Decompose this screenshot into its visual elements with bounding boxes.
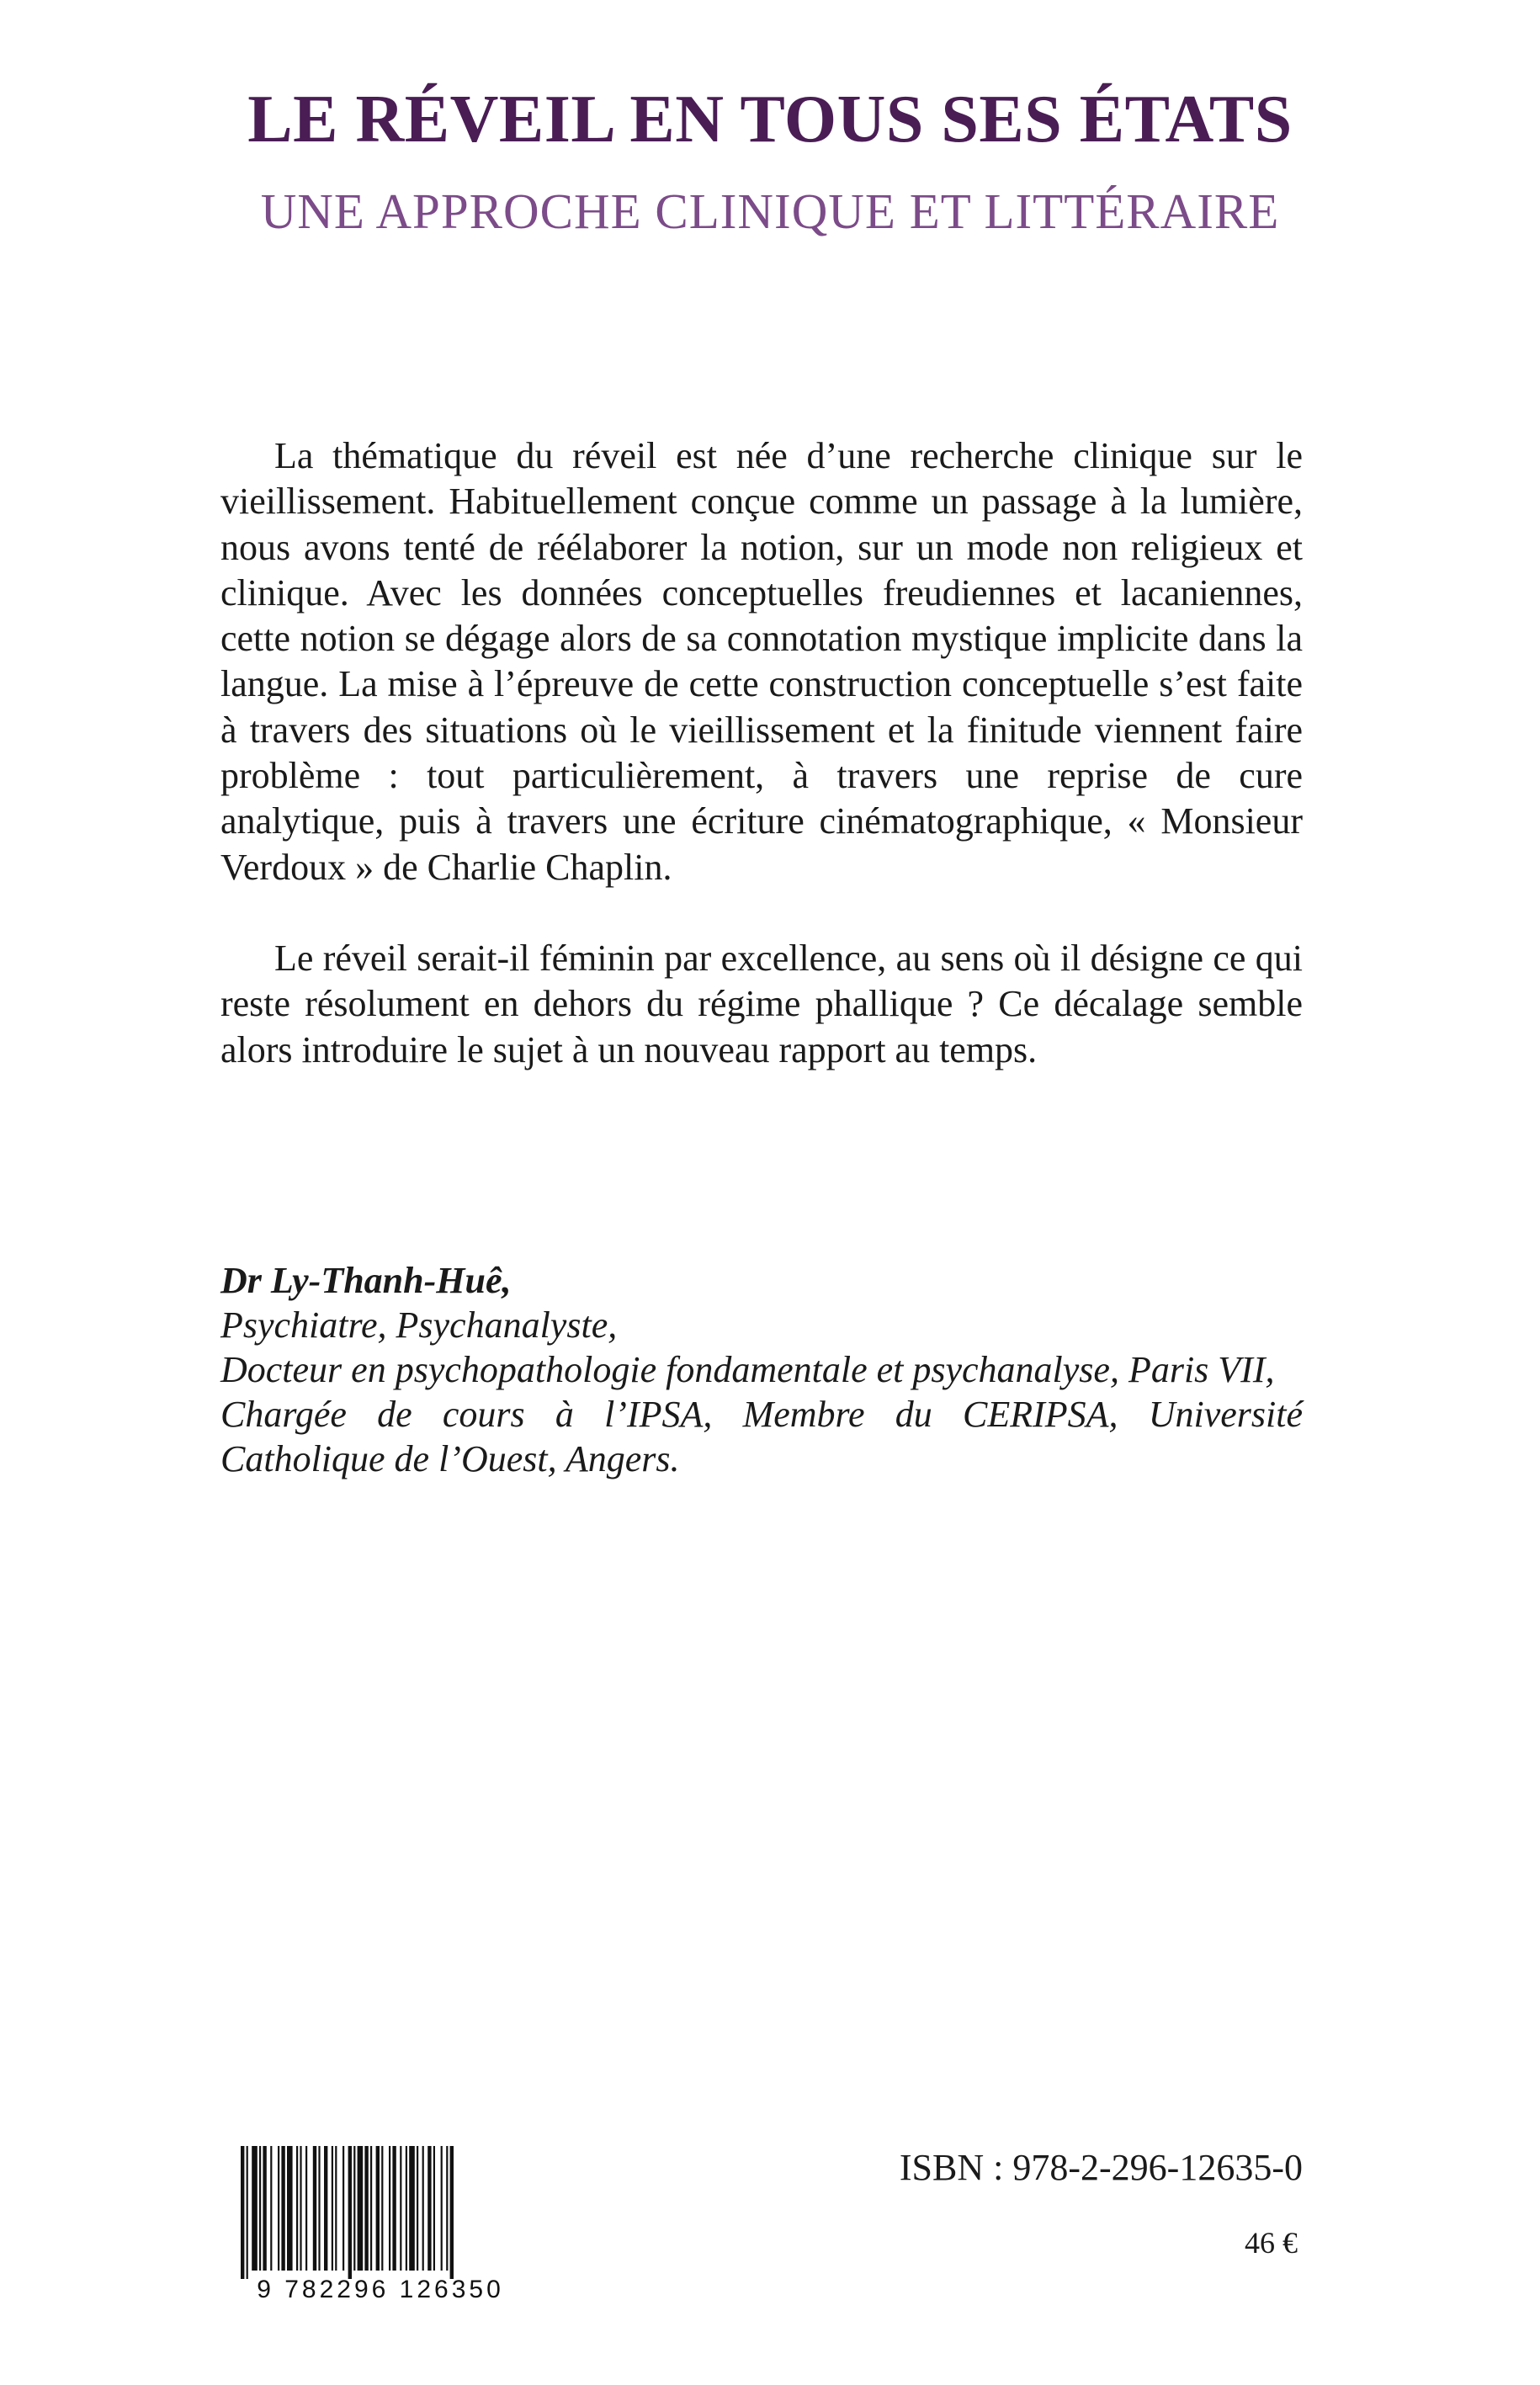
blurb-paragraph-2: Le réveil serait-il féminin par excellence, au sens où il désigne ce qui reste résolument en dehors du régime phallique ? Ce décalage semble alors introduire le sujet à un nouveau rapport au temps. xyxy=(220,937,1303,1070)
author-name: Dr Ly-Thanh-Huê, xyxy=(220,1260,512,1301)
blurb xyxy=(220,433,1303,1073)
book-subtitle: UNE APPROCHE CLINIQUE ET LITTÉRAIRE xyxy=(260,183,1280,239)
barcode xyxy=(229,2146,532,2302)
book-title: LE RÉVEIL EN TOUS SES ÉTATS xyxy=(247,82,1293,157)
author-block xyxy=(220,1258,1303,1481)
author-credential-1: Psychiatre, Psychanalyste, xyxy=(220,1304,618,1346)
isbn: ISBN : 978-2-296-12635-0 xyxy=(899,2147,1303,2188)
blurb-paragraph-1: La thématique du réveil est née d’une recherche clinique sur le vieillissement. Habituellement conçue comme un passage à la lumière, nous avons tenté de réélaborer la notion, sur un mode non religieux et clinique. Avec les données conceptuelles freudiennes et lacaniennes, cette notion se dégage alors de sa connotation mystique implicite dans la langue. La mise à l’épreuve de cette construction conceptuelle s’est faite à travers des situations où le vieillissement et la finitude viennent faire problème : tout particulièrement, à travers une reprise de cure analytique, puis à travers une écriture cinématographique, « Monsieur Verdoux » de Charlie Chaplin. xyxy=(220,435,1303,888)
barcode-digits: 9 782296 126350 xyxy=(257,2276,504,2302)
author-credential-4: Catholique de l’Ouest, Angers. xyxy=(220,1438,680,1479)
price: 46 € xyxy=(1245,2226,1298,2260)
author-credential-3: Chargée de cours à l’IPSA, Membre du CERIPSA, Université xyxy=(220,1394,1303,1435)
author-credential-2: Docteur en psychopathologie fondamentale et psychanalyse, Paris VII, xyxy=(220,1349,1275,1390)
barcode-bars xyxy=(241,2146,454,2279)
